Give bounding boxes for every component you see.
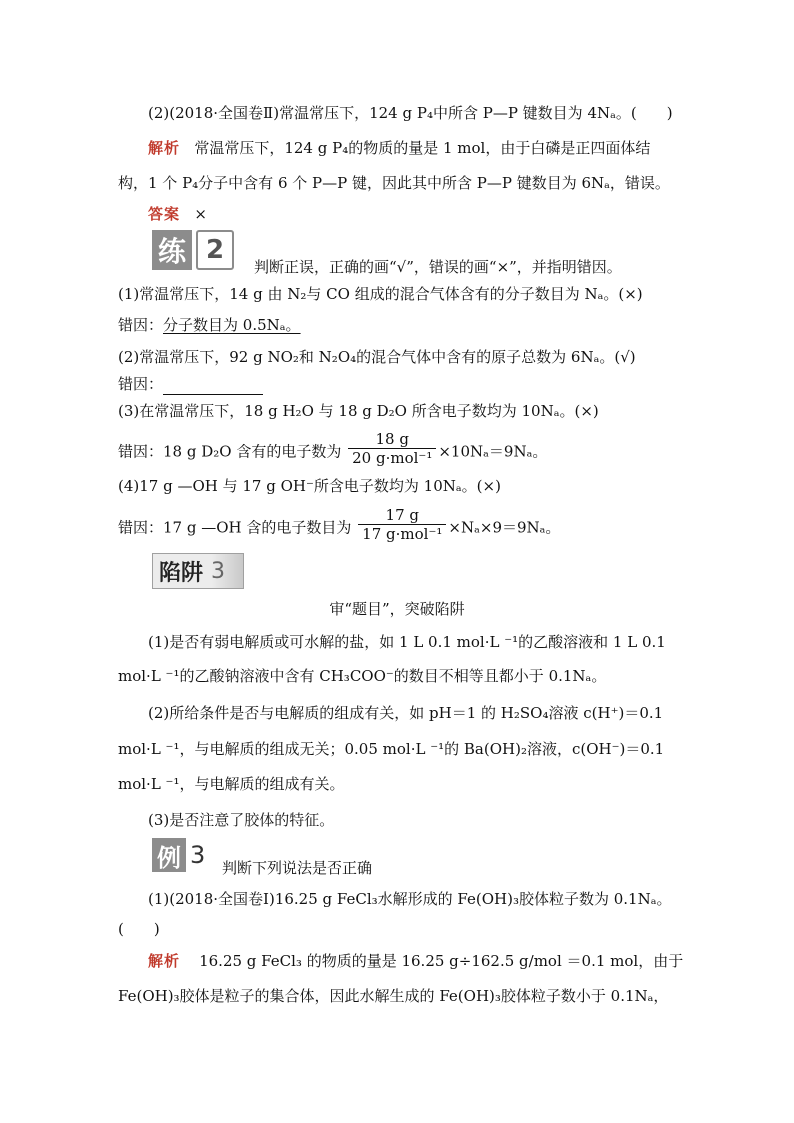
error-text-pre: 18 g D₂O 含有的电子数为: [163, 442, 342, 461]
example-instruction: 判断下列说法是否正确: [222, 859, 373, 877]
analysis-2: [148, 950, 684, 972]
error-text: 分子数目为 0.5Nₐ。: [163, 316, 301, 334]
trap-point-3: (3)是否注意了胶体的特征。: [148, 811, 335, 829]
section-title: 审“题目”，突破陷阱: [329, 600, 465, 618]
trap-badge: [152, 553, 244, 589]
example-item-1: (1)(2018·全国卷Ⅰ)16.25 g FeCl₃水解形成的 Fe(OH)₃胶体粒子数为 0.1Nₐ。: [148, 890, 672, 908]
error-text-pre: 17 g —OH 含的电子数目为: [163, 518, 352, 537]
trap-point-2: (2)所给条件是否与电解质的组成有关，如 pH＝1 的 H₂SO₄溶液 c(H⁺)＝0.1: [148, 704, 664, 722]
practice-item-3: (3)在常温常压下，18 g H₂O 与 18 g D₂O 所含电子数均为 10Nₐ。(×): [118, 402, 599, 420]
example-number: 3: [190, 841, 206, 869]
example-badge: [152, 838, 205, 872]
example-item-1-paren: ( ): [118, 920, 160, 938]
analysis-2-cont: Fe(OH)₃胶体是粒子的集合体，因此水解生成的 Fe(OH)₃胶体粒子数小于 0.1Nₐ，: [118, 987, 669, 1005]
analysis-label: 解析: [148, 139, 181, 157]
error-label: 错因：: [118, 375, 164, 393]
practice-item-3-error: [118, 430, 684, 471]
practice-item-1-error: [118, 314, 684, 336]
error-label: 错因：: [118, 442, 164, 461]
fraction-denominator: 20 g·mol⁻¹: [352, 449, 433, 467]
error-blank: [163, 380, 263, 395]
error-label: 错因：: [118, 316, 164, 334]
trap-char: 陷阱: [159, 560, 204, 586]
error-text-post: ×10Nₐ＝9Nₐ。: [438, 442, 548, 461]
trap-point-1-cont: mol·L ⁻¹的乙酸钠溶液中含有 CH₃COO⁻的数目不相等且都小于 0.1Nₐ。: [118, 667, 607, 685]
question-2: (2)(2018·全国卷Ⅱ)常温常压下，124 g P₄中所含 P—P 键数目为 4Nₐ。( ): [148, 104, 673, 122]
analysis-1-cont: 构，1 个 P₄分子中含有 6 个 P—P 键，因此其中所含 P—P 键数目为 6Nₐ，错误。: [118, 174, 670, 192]
practice-item-4: (4)17 g —OH 与 17 g OH⁻所含电子数均为 10Nₐ。(×): [118, 477, 501, 495]
fraction-numerator: 17 g: [358, 506, 446, 525]
practice-item-4-error: [118, 506, 684, 547]
practice-item-2: (2)常温常压下，92 g NO₂和 N₂O₄的混合气体中含有的原子总数为 6Nₐ。(√): [118, 348, 636, 366]
practice-number: 2: [196, 230, 234, 270]
error-text-post: ×Nₐ×9＝9Nₐ。: [448, 518, 561, 537]
example-char: 例: [152, 838, 186, 872]
practice-item-1: (1)常温常压下，14 g 由 N₂与 CO 组成的混合气体含有的分子数目为 Nₐ。(×): [118, 285, 643, 303]
fraction-denominator: 17 g·mol⁻¹: [362, 525, 443, 543]
practice-item-2-error: [118, 373, 684, 395]
error-label: 错因：: [118, 518, 164, 537]
answer-value: ×: [194, 205, 207, 223]
answer-line: [148, 203, 684, 225]
trap-point-1: (1)是否有弱电解质或可水解的盐，如 1 L 0.1 mol·L ⁻¹的乙酸溶液和 1 L 0.1: [148, 633, 666, 651]
trap-box: [152, 553, 244, 589]
analysis-label: 解析: [148, 952, 181, 970]
answer-label: 答案: [148, 205, 181, 223]
practice-char: 练: [152, 230, 192, 270]
trap-point-2-cont2: mol·L ⁻¹，与电解质的组成有关。: [118, 775, 345, 793]
analysis-1: [148, 137, 684, 159]
analysis-text: 16.25 g FeCl₃ 的物质的量是 16.25 g÷162.5 g/mol ＝0.1 mol，由于: [199, 952, 684, 970]
fraction: [348, 430, 436, 467]
practice-instruction: 判断正误，正确的画“√”，错误的画“×”，并指明错因。: [254, 258, 622, 276]
trap-number: 3: [211, 558, 226, 584]
practice-badge: [152, 230, 234, 270]
trap-point-2-cont: mol·L ⁻¹，与电解质的组成无关；0.05 mol·L ⁻¹的 Ba(OH)₂溶液，c(OH⁻)＝0.1: [118, 740, 665, 758]
fraction-numerator: 18 g: [348, 430, 436, 449]
fraction: [358, 506, 446, 543]
analysis-text: 常温常压下，124 g P₄的物质的量是 1 mol，由于白磷是正四面体结: [194, 139, 651, 157]
